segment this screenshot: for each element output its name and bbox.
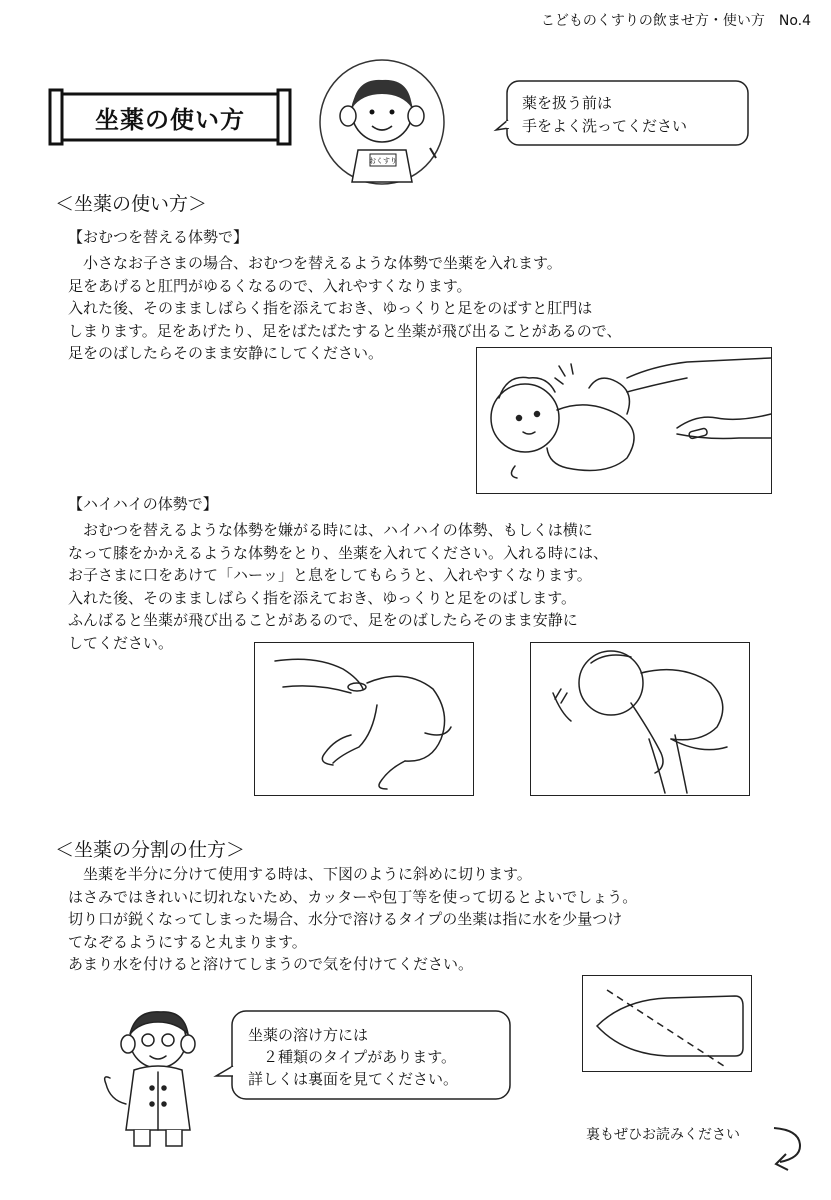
text-line: 坐薬を半分に分けて使用する時は、下図のように斜めに切ります。 xyxy=(68,865,532,883)
illustration-diaper-position xyxy=(476,347,772,494)
speech-line: 薬を扱う前は xyxy=(522,94,613,112)
crawl-position-label: 【ハイハイの体勢で】 xyxy=(68,495,218,513)
splitting-text xyxy=(68,863,637,976)
diaper-position-label: 【おむつを替える体勢で】 xyxy=(68,228,249,246)
speech-bubble-top-text xyxy=(522,92,687,138)
text-line: はさみではきれいに切れないため、カッターや包丁等を使って切るとよいでしょう。 xyxy=(68,887,638,906)
mascot-doctor xyxy=(100,1004,215,1154)
crawl-position-text xyxy=(68,519,608,654)
section-heading-usage: ＜坐薬の使い方＞ xyxy=(55,193,208,215)
illustration-suppository-cut xyxy=(582,975,752,1072)
text-line: 足をあげると肛門がゆるくなるので、入れやすくなります。 xyxy=(68,276,472,295)
speech-line: ２種類のタイプがあります。 xyxy=(248,1048,457,1066)
mascot-portrait xyxy=(318,58,446,186)
text-line: おむつを替えるような体勢を嫌がる時には、ハイハイの体勢、もしくは横に xyxy=(68,521,593,539)
text-line: 入れた後、そのまましばらく指を添えておき、ゆっくりと足をのばします。 xyxy=(68,588,577,607)
text-line: なって膝をかかえるような体勢をとり、坐薬を入れてください。入れる時には、 xyxy=(68,543,609,562)
text-line: 小さなお子さまの場合、おむつを替えるような体勢で坐薬を入れます。 xyxy=(68,254,562,272)
turn-page-arrow-icon xyxy=(770,1124,806,1180)
page-header-note: こどものくすりの飲ませ方・使い方 No.4 xyxy=(540,13,811,29)
text-line: してください。 xyxy=(68,633,174,652)
section-heading-splitting: ＜坐薬の分割の仕方＞ xyxy=(55,839,246,861)
footer-note: 裏もぜひお読みください xyxy=(586,1127,740,1143)
text-line: しまります。足をあげたり、足をばたばたすると坐薬が飛び出ることがあるので、 xyxy=(68,321,622,340)
speech-line: 坐薬の溶け方には xyxy=(248,1026,369,1044)
text-line: 入れた後、そのまましばらく指を添えておき、ゆっくりと足をのばすと肛門は xyxy=(68,299,593,317)
text-line: 足をのばしたらそのまま安静にしてください。 xyxy=(68,344,384,362)
speech-bubble-bottom-text xyxy=(248,1024,458,1090)
mascot-badge-text: おくすり xyxy=(369,157,397,165)
page-title: 坐薬の使い方 xyxy=(95,105,245,134)
speech-line: 手をよく洗ってください xyxy=(522,117,688,135)
illustration-crawl-position-2 xyxy=(530,642,750,796)
text-line: お子さまに口をあけて「ハーッ」と息をしてもらうと、入れやすくなります。 xyxy=(68,566,592,584)
text-line: あまり水を付けると溶けてしまうので気を付けてください。 xyxy=(68,955,474,973)
speech-line: 詳しくは裏面を見てください。 xyxy=(248,1070,459,1088)
text-line: てなぞるようにすると丸まります。 xyxy=(68,932,307,951)
text-line: 切り口が鋭くなってしまった場合、水分で溶けるタイプの坐薬は指に水を少量つけ xyxy=(68,910,623,928)
illustration-crawl-position-1 xyxy=(254,642,474,796)
text-line: ふんばると坐薬が飛び出ることがあるので、足をのばしたらそのまま安静に xyxy=(68,611,578,629)
